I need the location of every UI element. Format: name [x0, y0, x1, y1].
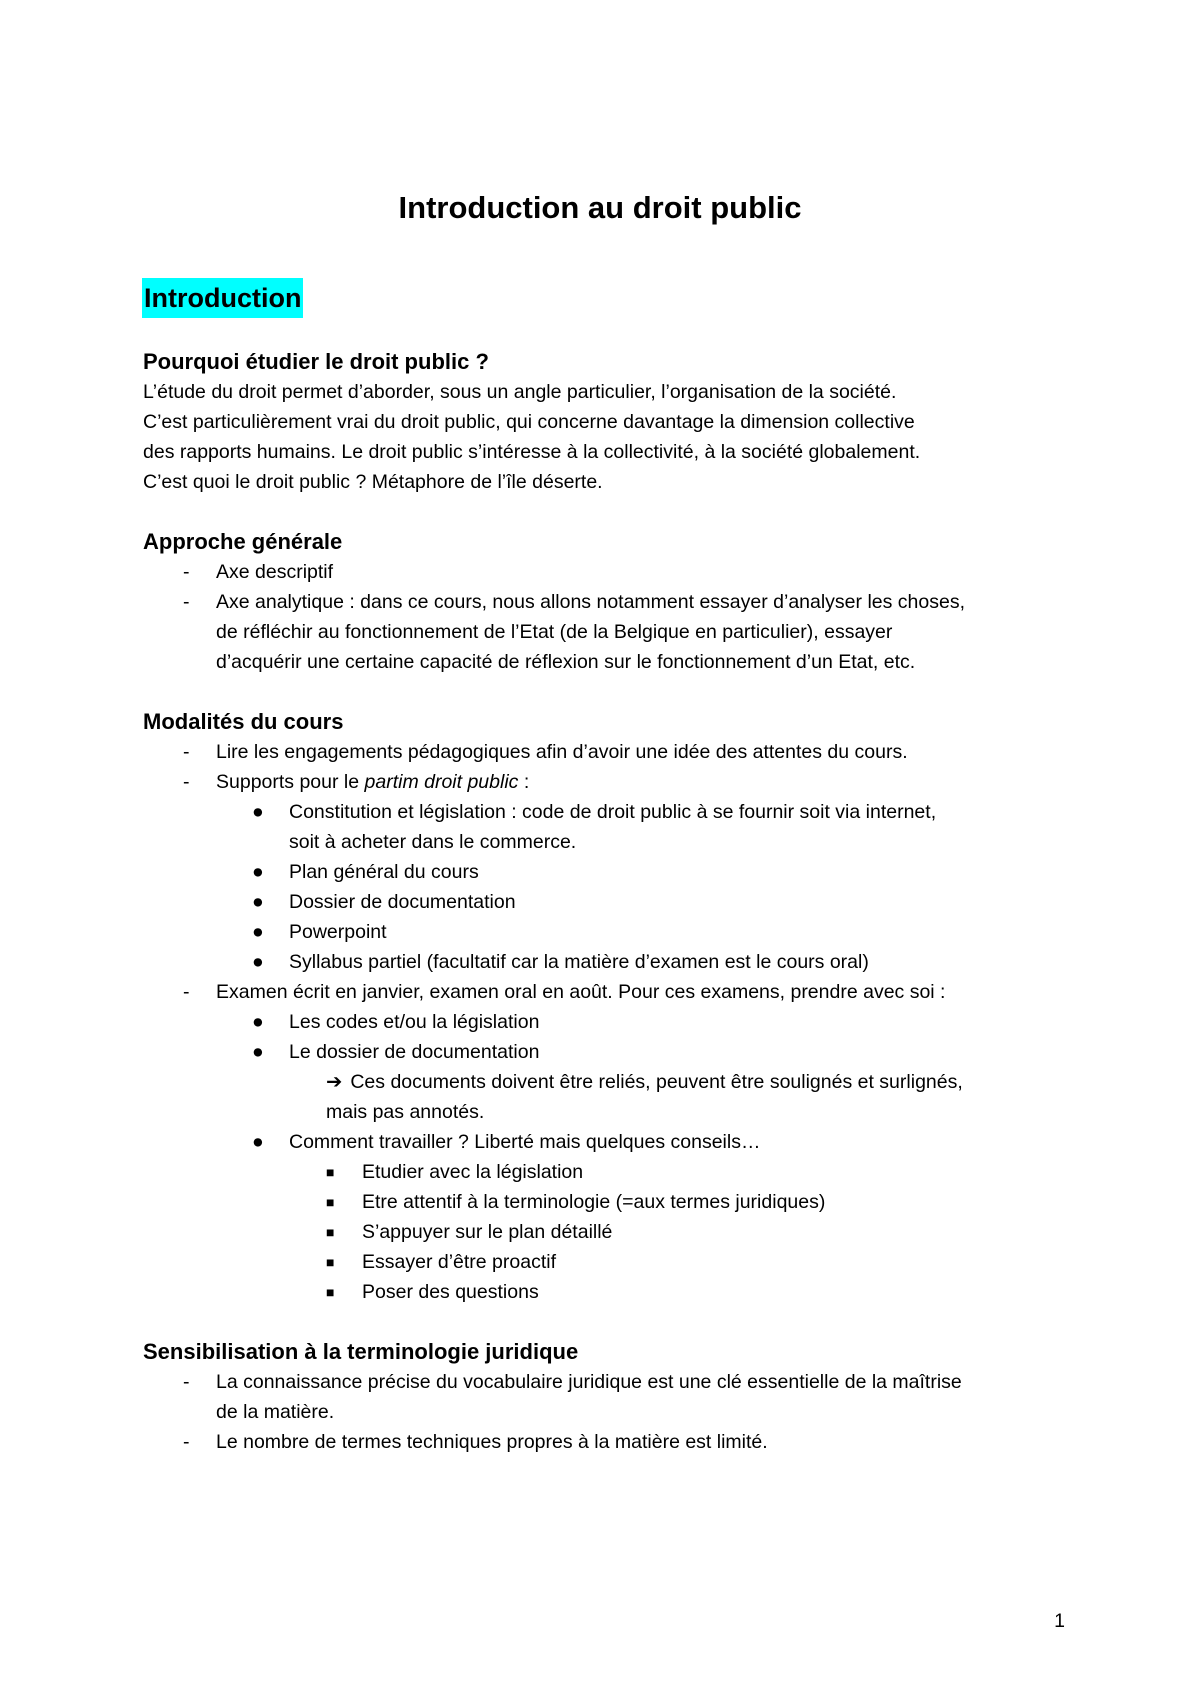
arrow-note-text: Ces documents doivent être reliés, peuvent être soulignés et surlignés, [350, 1071, 963, 1093]
heading-approche: Approche générale [143, 529, 343, 554]
list-item [143, 1427, 1083, 1457]
square-bullet-item-text: Etudier avec la législation [362, 1161, 584, 1183]
section-approche [143, 527, 1083, 677]
list-item-text: Lire les engagements pédagogiques afin d’avoir une idée des attentes du cours. [216, 741, 908, 763]
round-bullet-icon: ● [252, 921, 264, 943]
dash-bullet-icon: - [183, 591, 190, 613]
square-bullet-item [143, 1187, 1083, 1217]
square-bullet-item [143, 1247, 1083, 1277]
heading-pourquoi: Pourquoi étudier le droit public ? [143, 349, 489, 374]
paragraph-line: C’est particulièrement vrai du droit public, qui concerne davantage la dimension collective [143, 411, 915, 433]
list-item-text: Le nombre de termes techniques propres à la matière est limité. [216, 1431, 768, 1453]
round-bullet-icon: ● [252, 1011, 264, 1033]
document-title: Introduction au droit public [398, 190, 802, 225]
round-bullet-icon: ● [252, 1131, 264, 1153]
section-terminologie [143, 1337, 1083, 1457]
square-bullet-item-text: Etre attentif à la terminologie (=aux termes juridiques) [362, 1191, 826, 1213]
bullet-item-text: Dossier de documentation [289, 891, 516, 913]
list-item-text: Supports pour le [216, 771, 365, 793]
right-arrow-icon: ➔ [326, 1071, 343, 1093]
list-item-text: Axe analytique : dans ce cours, nous allons notamment essayer d’analyser les choses, [216, 591, 965, 613]
square-bullet-item [143, 1277, 1083, 1307]
round-bullet-icon: ● [252, 951, 264, 973]
italic-text: partim droit public [364, 771, 519, 793]
dash-bullet-icon: - [183, 1431, 190, 1453]
round-bullet-icon: ● [252, 891, 264, 913]
square-bullet-item-text: S’appuyer sur le plan détaillé [362, 1221, 613, 1243]
section-pourquoi [143, 347, 1083, 497]
bullet-item-text: Comment travailler ? Liberté mais quelques conseils… [289, 1131, 761, 1153]
dash-bullet-icon: - [183, 1371, 190, 1393]
round-bullet-icon: ● [252, 861, 264, 883]
paragraph-line: des rapports humains. Le droit public s’intéresse à la collectivité, à la société globalement. [143, 441, 921, 463]
document-body [143, 278, 1083, 1487]
list-item [143, 977, 1083, 1007]
bullet-item-text: Les codes et/ou la législation [289, 1011, 540, 1033]
dash-bullet-icon: - [183, 771, 190, 793]
page-number: 1 [1054, 1610, 1065, 1632]
bullet-item [143, 1037, 1083, 1067]
list-item-continuation: d’acquérir une certaine capacité de réflexion sur le fonctionnement d’un Etat, etc. [216, 651, 916, 673]
list-item-text: : [518, 771, 530, 793]
heading-modalites: Modalités du cours [143, 709, 344, 734]
arrow-note [143, 1067, 1083, 1097]
section-heading-introduction: Introduction [142, 278, 303, 318]
square-bullet-icon: ■ [326, 1254, 335, 1270]
bullet-item [143, 1007, 1083, 1037]
bullet-item-text: Syllabus partiel (facultatif car la matière d’examen est le cours oral) [289, 951, 869, 973]
heading-terminologie: Sensibilisation à la terminologie juridique [143, 1339, 579, 1364]
list-item-continuation: de réfléchir au fonctionnement de l’Etat (de la Belgique en particulier), essayer [216, 621, 893, 643]
bullet-item [143, 887, 1083, 917]
paragraph-line: C’est quoi le droit public ? Métaphore de l’île déserte. [143, 471, 603, 493]
bullet-item [143, 1127, 1083, 1157]
list-item [143, 1367, 1083, 1397]
dash-bullet-icon: - [183, 981, 190, 1003]
section-modalites [143, 707, 1083, 1307]
round-bullet-icon: ● [252, 801, 264, 823]
bullet-item-text: Plan général du cours [289, 861, 479, 883]
bullet-item [143, 947, 1083, 977]
paragraph-line: L’étude du droit permet d’aborder, sous un angle particulier, l’organisation de la société. [143, 381, 897, 403]
list-item-text: La connaissance précise du vocabulaire juridique est une clé essentielle de la maîtrise [216, 1371, 962, 1393]
square-bullet-item [143, 1217, 1083, 1247]
square-bullet-icon: ■ [326, 1194, 335, 1210]
list-item-text: Axe descriptif [216, 561, 334, 583]
list-item-text: Examen écrit en janvier, examen oral en août. Pour ces examens, prendre avec soi : [216, 981, 946, 1003]
bullet-item [143, 917, 1083, 947]
square-bullet-item-text: Poser des questions [362, 1281, 539, 1303]
square-bullet-item-text: Essayer d’être proactif [362, 1251, 557, 1273]
bullet-item [143, 797, 1083, 827]
list-item [143, 557, 1083, 587]
bullet-item [143, 857, 1083, 887]
list-item-continuation: de la matière. [216, 1401, 335, 1423]
list-item [143, 767, 1083, 797]
bullet-item-text: Powerpoint [289, 921, 387, 943]
square-bullet-icon: ■ [326, 1224, 335, 1240]
bullet-item-text: Constitution et législation : code de droit public à se fournir soit via internet, [289, 801, 937, 823]
round-bullet-icon: ● [252, 1041, 264, 1063]
bullet-item-continuation: soit à acheter dans le commerce. [289, 831, 577, 853]
square-bullet-item [143, 1157, 1083, 1187]
dash-bullet-icon: - [183, 741, 190, 763]
list-item [143, 587, 1083, 617]
bullet-item-text: Le dossier de documentation [289, 1041, 540, 1063]
square-bullet-icon: ■ [326, 1164, 335, 1180]
list-item [143, 737, 1083, 767]
dash-bullet-icon: - [183, 561, 190, 583]
arrow-note-continuation: mais pas annotés. [326, 1101, 485, 1123]
square-bullet-icon: ■ [326, 1284, 335, 1300]
